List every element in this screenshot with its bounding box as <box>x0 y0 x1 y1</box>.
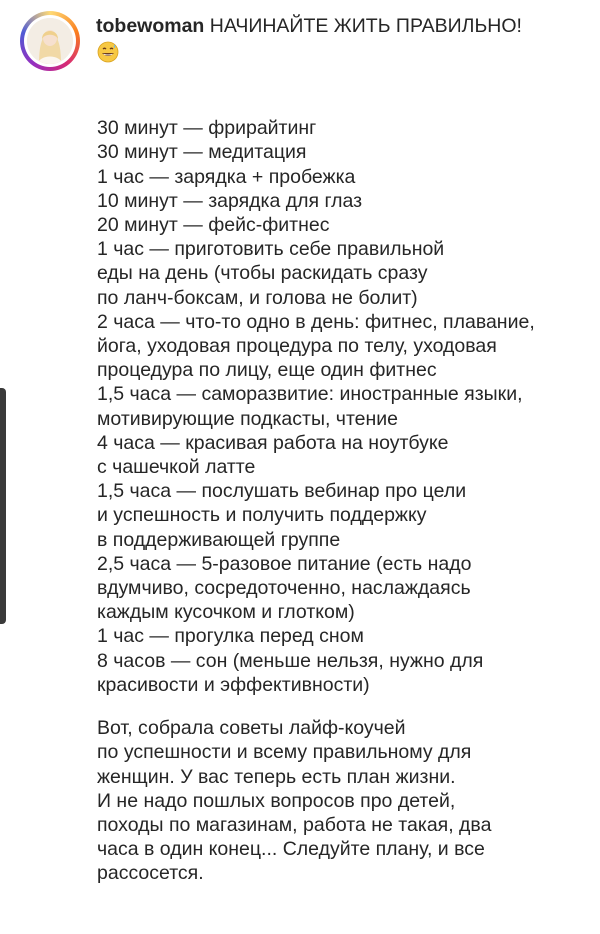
list-item: 1 час — прогулка перед сном <box>97 625 364 648</box>
text-line: походы по магазинам, работа не такая, два <box>97 814 492 837</box>
list-item: красивости и эффективности) <box>97 673 370 696</box>
text-line: женщин. У вас теперь есть план жизни. <box>97 765 456 788</box>
list-item: 4 часа — красивая работа на ноутбуке <box>97 431 449 454</box>
text-line: по успешности и всему правильному для <box>97 741 472 764</box>
list-item: с чашечкой латте <box>97 456 256 479</box>
list-item: 10 минут — зарядка для глаз <box>97 189 363 212</box>
list-item: 1,5 часа — саморазвитие: иностранные языки, <box>97 383 523 406</box>
list-item: йога, уходовая процедура по телу, уходовая <box>97 335 497 358</box>
scroll-handle[interactable] <box>0 388 6 624</box>
list-item: 30 минут — медитация <box>97 141 307 164</box>
post-caption-header <box>96 14 586 38</box>
list-item: 20 минут — фейс-фитнес <box>97 214 330 237</box>
list-item: процедура по лицу, еще один фитнес <box>97 359 437 382</box>
grinning-sweat-emoji-icon <box>97 41 119 63</box>
username-link[interactable]: tobewoman <box>96 15 205 37</box>
list-item: 8 часов — сон (меньше нельзя, нужно для <box>97 649 484 672</box>
text-line: рассосется. <box>97 862 204 885</box>
post-title: НАЧИНАЙТЕ ЖИТЬ ПРАВИЛЬНО! <box>209 15 522 37</box>
list-item: мотивирующие подкасты, чтение <box>97 407 399 430</box>
list-item: 1 час — приготовить себе правильной <box>97 238 445 261</box>
list-item: вдумчиво, сосредоточенно, наслаждаясь <box>97 577 471 600</box>
text-line: Вот, собрала советы лайф-коучей <box>97 717 406 740</box>
list-item: 2 часа — что-то одно в день: фитнес, плавание, <box>97 310 535 333</box>
list-item: 1,5 часа — послушать вебинар про цели <box>97 480 467 503</box>
list-item: в поддерживающей группе <box>97 528 341 551</box>
list-item: 2,5 часа — 5-разовое питание (есть надо <box>97 552 472 575</box>
avatar[interactable] <box>20 11 80 71</box>
text-line: И не надо пошлых вопросов про детей, <box>97 789 456 812</box>
list-item: 30 минут — фрирайтинг <box>97 117 317 140</box>
schedule-list <box>97 92 597 745</box>
list-item: 1 час — зарядка + пробежка <box>97 165 356 188</box>
list-item: и успешность и получить поддержку <box>97 504 427 527</box>
list-item: по ланч-боксам, и голова не болит) <box>97 286 418 309</box>
list-item: еды на день (чтобы раскидать сразу <box>97 262 428 285</box>
avatar-image <box>27 18 73 64</box>
list-item: каждым кусочком и глотком) <box>97 601 355 624</box>
text-line: часа в один конец... Следуйте плану, и все <box>97 838 485 861</box>
closing-paragraph <box>97 692 597 934</box>
